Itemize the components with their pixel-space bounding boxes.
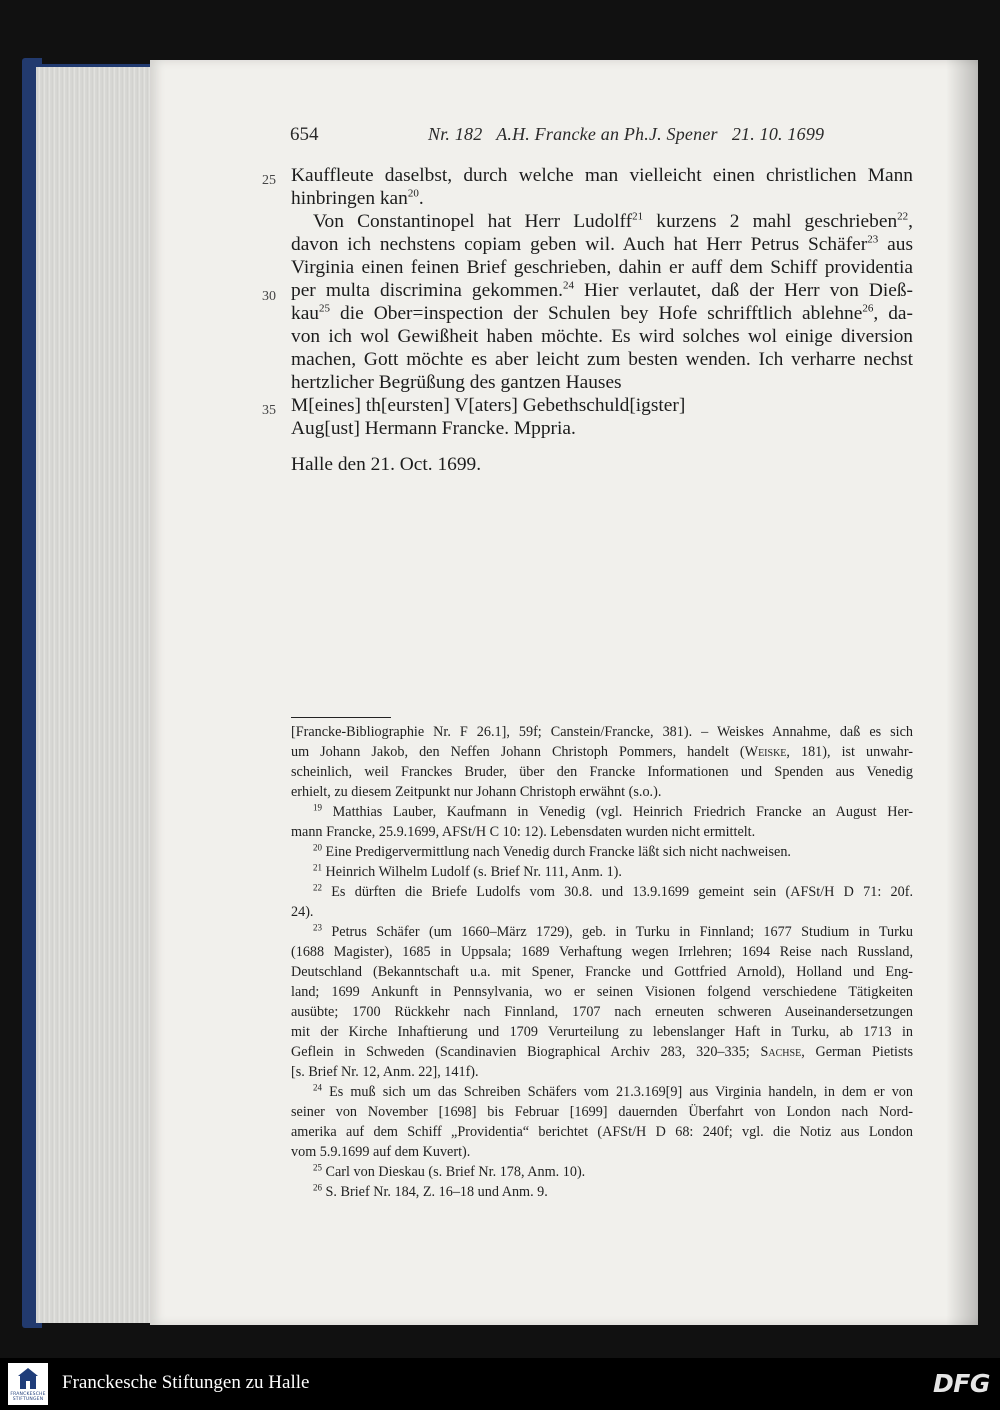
line-number-25: 25	[262, 173, 276, 188]
footnote-23-line-6: mit der Kirche Inhaftierung und 1709 Verurteilung zu lebenslanger Haft in Turku, ab 1713 in	[291, 1024, 913, 1040]
footnote-22-line-1: $^{22}$ Es dürften die Briefe Ludolfs vom 30.8. und 13.9.1699 gemeint sein (AFSt/H D 71: 20f.	[313, 882, 913, 900]
footnote-25: $^{25}$ Carl von Dieskau (s. Brief Nr. 178, Anm. 10).	[313, 1162, 586, 1180]
footnote-24-line-4: vom 5.9.1699 auf dem Kuvert).	[291, 1144, 471, 1160]
body-line-1: Kauffleute daselbst, durch welche man vielleicht einen christlichen Mann	[291, 165, 913, 186]
running-head: Nr. 182 A.H. Francke an Ph.J. Spener 21. 10. 1699	[428, 124, 825, 144]
footnote-rule	[291, 717, 391, 718]
footnote-24-line-2: seiner von November [1698] bis Februar [1699] dauernden Überfahrt von London nach Nord-	[291, 1104, 913, 1120]
footnote-cont-line-1: [Francke-Bibliographie Nr. F 26.1], 59f; Canstein/Francke, 381). – Weiskes Annahme, daß es sich	[291, 724, 913, 740]
footnote-ref-24[interactable]: 24	[562, 279, 574, 292]
body-line-6: per multa discrimina gekommen.$^{24}$ Hier verlautet, daß der Herr von Dieß-	[291, 279, 913, 301]
footnote-ref-20[interactable]: 20	[407, 187, 419, 200]
body-line-8: von ich wol Gewißheit haben möchte. Es wird solches wol einige diversion	[291, 326, 913, 347]
viewer-footer-bar	[0, 1358, 1000, 1410]
footnote-ref-21[interactable]: 21	[632, 210, 644, 223]
gutter-shadow	[946, 60, 978, 1325]
footnote-21: $^{21}$ Heinrich Wilhelm Ludolf (s. Brief Nr. 111, Anm. 1).	[313, 862, 622, 880]
footnote-cont-line-4: erhielt, zu diesem Zeitpunkt nur Johann Christoph erwähnt (s.o.).	[291, 784, 662, 800]
institution-name: Franckesche Stiftungen zu Halle	[62, 1372, 310, 1393]
footnote-24-line-3: amerika auf dem Schiff „Providentia“ berichtet (AFSt/H D 68: 240f; vgl. die Notiz aus London	[291, 1124, 913, 1140]
footnote-19-line-2: mann Francke, 25.9.1699, AFSt/H C 10: 12). Lebensdaten wurden nicht ermittelt.	[291, 824, 756, 840]
dfg-logo: DFG	[933, 1369, 990, 1398]
footnote-ref-25[interactable]: 25	[319, 302, 330, 315]
footnote-23-line-5: ausübte; 1700 Rückkehr nach Finnland, 1707 nach erneuten schweren Auseinandersetzungen	[291, 1004, 913, 1020]
footnote-23-line-7: Geflein in Schweden (Scandinavien Biographical Archiv 283, 320–335; Sachse, German Pietists	[291, 1044, 913, 1060]
footnote-26: $^{26}$ S. Brief Nr. 184, Z. 16–18 und Anm. 9.	[313, 1182, 548, 1200]
body-line-3: Von Constantinopel hat Herr Ludolff$^{21}$ kurzens 2 mahl geschrieben$^{22}$,	[313, 210, 913, 232]
building-icon	[18, 1367, 38, 1391]
body-line-4: davon ich nechstens copiam geben wil. Auch hat Herr Petrus Schäfer$^{23}$ aus	[291, 233, 913, 255]
body-line-5: Virginia einen feinen Brief geschrieben, dahin er auff dem Schiff providentia	[291, 257, 913, 278]
footnote-24-line-1: $^{24}$ Es muß sich um das Schreiben Schäfers vom 21.3.169[9] aus Virginia handeln, in dem er von	[313, 1082, 913, 1100]
body-line-2: hinbringen kan$^{20}$.	[291, 187, 424, 209]
footnote-19-line-1: $^{19}$ Matthias Lauber, Kaufmann in Venedig (vgl. Heinrich Friedrich Francke an August Her-	[313, 802, 913, 820]
body-line-9: machen, Gott möchte es aber leicht zum besten wenden. Ich verharre nechst	[291, 349, 913, 370]
body-line-11: M[eines] th[eursten] V[aters] Gebethschuld[igster]	[291, 395, 686, 416]
footnote-cont-line-3: scheinlich, weil Franckes Bruder, über den Francke Informationen und Spenden aus Venedig	[291, 764, 913, 780]
footnote-23-line-1: $^{23}$ Petrus Schäfer (um 1660–März 1729), geb. in Turku in Finnland; 1677 Studium in Turku	[313, 922, 913, 940]
page-edges	[36, 64, 156, 1323]
franckesche-stiftungen-logo[interactable]: FRANCKESCHE STIFTUNGEN	[8, 1363, 48, 1405]
footnote-22-line-2: 24).	[291, 904, 314, 920]
footnote-ref-22[interactable]: 22	[897, 210, 909, 223]
footnote-23-line-4: land; 1699 Ankunft in Pennsylvania, wo er seinen Visionen folgend verschiedene Tätigkeiten	[291, 984, 913, 1000]
footnote-23-line-2: (1688 Magister), 1685 in Uppsala; 1689 Verhaftung wegen Irrlehren; 1694 Reise nach Russland,	[291, 944, 913, 960]
body-line-13: Halle den 21. Oct. 1699.	[291, 454, 482, 475]
footnote-cont-line-2: um Johann Jakob, den Neffen Johann Christoph Pommers, handelt (Weiske, 181), ist unwahr-	[291, 744, 913, 760]
footnote-ref-26[interactable]: 26	[862, 302, 874, 315]
page-number: 654	[290, 124, 319, 145]
body-line-12: Aug[ust] Hermann Francke. Mppria.	[291, 418, 576, 439]
body-line-7: kau$^{25}$ die Ober=inspection der Schulen bey Hofe schrifftlich ablehne$^{26}$, da-	[291, 302, 913, 324]
footnote-ref-23[interactable]: 23	[867, 233, 879, 246]
line-number-35: 35	[262, 403, 276, 418]
line-number-30: 30	[262, 289, 276, 304]
footnote-23-line-8: [s. Brief Nr. 12, Anm. 22], 141f).	[291, 1064, 479, 1080]
body-line-10: hertzlicher Begrüßung des gantzen Hauses	[291, 372, 622, 393]
footnote-23-line-3: Deutschland (Bekanntschaft u.a. mit Spener, Francke und Gottfried Arnold), Holland und Eng-	[291, 964, 913, 980]
footnote-20: $^{20}$ Eine Predigervermittlung nach Venedig durch Francke läßt sich nicht nachweisen.	[313, 842, 791, 860]
